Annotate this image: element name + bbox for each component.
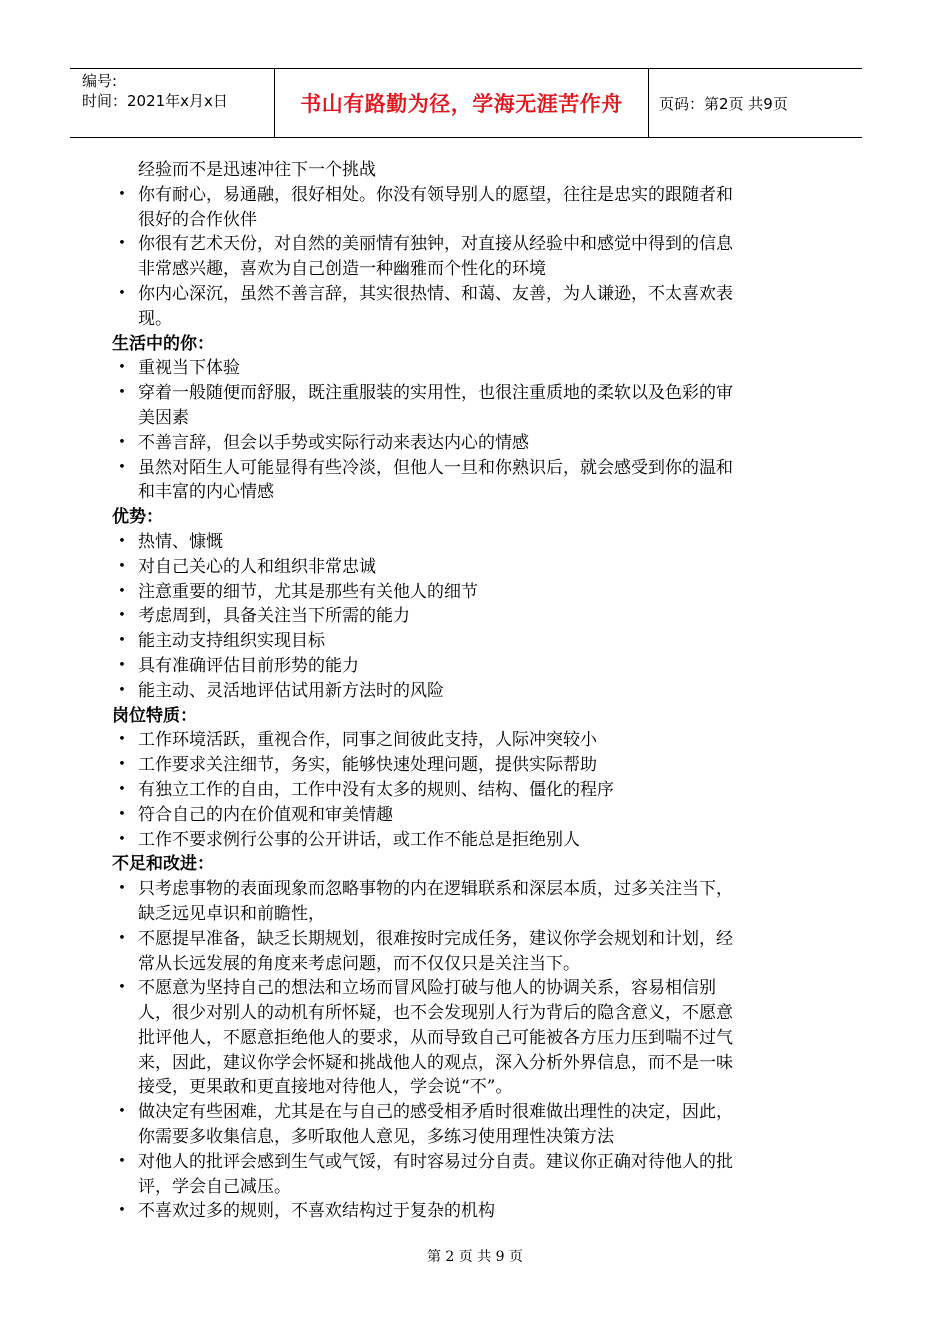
- bullet-item: [112, 232, 812, 257]
- bullet-icon: •: [118, 434, 126, 450]
- bullet-icon: •: [118, 583, 126, 599]
- bullet-text: 注意重要的细节，尤其是那些有关他人的细节: [138, 581, 478, 602]
- bullet-item: [112, 580, 812, 605]
- bullet-text: 工作要求关注细节，务实，能够快速处理问题，提供实际帮助: [138, 755, 597, 776]
- bullet-text: 对他人的批评会感到生气或气馁，有时容易过分自责。建议你正确对待他人的批: [138, 1151, 733, 1172]
- bullet-icon: •: [118, 285, 126, 301]
- bullet-icon: •: [118, 360, 126, 376]
- document-number-label: 编号:: [82, 72, 118, 90]
- bullet-icon: •: [118, 881, 126, 897]
- bullet-icon: •: [118, 980, 126, 996]
- bullet-item: [112, 753, 812, 778]
- section-heading: 生活中的你：: [112, 333, 214, 354]
- bullet-icon: •: [118, 732, 126, 748]
- section-heading: 岗位特质：: [112, 705, 197, 726]
- bullet-icon: •: [118, 236, 126, 252]
- bullet-item: [112, 976, 812, 1001]
- bullet-item: [112, 1199, 812, 1224]
- bullet-icon: •: [118, 186, 126, 202]
- bullet-continuation: 评，学会自己减压。: [138, 1176, 291, 1197]
- bullet-item: [112, 877, 812, 902]
- bullet-continuation: 来，因此，建议你学会怀疑和挑战他人的观点，深入分析外界信息，而不是一味: [138, 1052, 733, 1073]
- bullet-item: [112, 629, 812, 654]
- bullet-text: 不愿提早准备，缺乏长期规划，很难按时完成任务，建议你学会规划和计划，经: [138, 928, 733, 949]
- bullet-icon: •: [118, 1153, 126, 1169]
- bullet-text: 具有准确评估目前形势的能力: [138, 655, 359, 676]
- page-footer: 第 2 页 共 9 页: [426, 1249, 524, 1265]
- bullet-item: [112, 356, 812, 381]
- bullet-item: [112, 456, 812, 481]
- bullet-item: [112, 604, 812, 629]
- bullet-continuation: 和丰富的内心情感: [138, 482, 274, 503]
- bullet-icon: •: [118, 1203, 126, 1219]
- bullet-text: 不愿意为坚持自己的想法和立场而冒风险打破与他人的协调关系，容易相信别: [138, 978, 716, 999]
- bullet-text: 热情、慷慨: [138, 531, 223, 552]
- bullet-icon: •: [118, 1104, 126, 1120]
- bullet-text: 能主动、灵活地评估试用新方法时的风险: [138, 680, 444, 701]
- bullet-text: 穿着一般随便而舒服，既注重服装的实用性，也很注重质地的柔软以及色彩的审: [138, 383, 733, 404]
- bullet-icon: •: [118, 633, 126, 649]
- bullet-continuation: 你需要多收集信息，多听取他人意见，多练习使用理性决策方法: [138, 1127, 614, 1148]
- bullet-item: [112, 381, 812, 406]
- section-heading: 不足和改进：: [112, 854, 214, 875]
- bullet-text: 工作环境活跃，重视合作，同事之间彼此支持，人际冲突较小: [138, 730, 597, 751]
- bullet-text: 做决定有些困难，尤其是在与自己的感受相矛盾时很难做出理性的决定，因此，: [138, 1102, 733, 1123]
- bullet-continuation: 现。: [138, 308, 172, 329]
- bullet-text: 虽然对陌生人可能显得有些冷淡，但他人一旦和你熟识后，就会感受到你的温和: [138, 457, 733, 478]
- bullet-item: [112, 654, 812, 679]
- section-heading: 优势：: [112, 507, 163, 528]
- bullet-continuation: 接受，更果敢和更直接地对待他人，学会说“不”。: [138, 1077, 513, 1098]
- bullet-item: [112, 728, 812, 753]
- bullet-icon: •: [118, 608, 126, 624]
- bullet-text: 你内心深沉，虽然不善言辞，其实很热情、和蔼、友善，为人谦逊，不太喜欢表: [138, 283, 733, 304]
- bullet-item: [112, 828, 812, 853]
- bullet-icon: •: [118, 657, 126, 673]
- bullet-item: [112, 183, 812, 208]
- bullet-icon: •: [118, 682, 126, 698]
- bullet-item: [112, 778, 812, 803]
- bullet-item: [112, 555, 812, 580]
- page-header: [70, 68, 862, 138]
- bullet-continuation: 常从长远发展的角度来考虑问题，而不仅仅只是关注当下。: [138, 953, 580, 974]
- bullet-icon: •: [118, 459, 126, 475]
- intro-continuation: 经验而不是迅速冲往下一个挑战: [138, 160, 376, 180]
- bullet-continuation: 人，很少对别人的动机有所怀疑，也不会发现别人行为背后的隐含意义，不愿意: [138, 1003, 733, 1024]
- bullet-continuation: 很好的合作伙伴: [138, 209, 257, 230]
- bullet-icon: •: [118, 385, 126, 401]
- bullet-text: 符合自己的内在价值观和审美情趣: [138, 804, 393, 825]
- bullet-item: [112, 927, 812, 952]
- bullet-icon: •: [118, 781, 126, 797]
- bullet-icon: •: [118, 930, 126, 946]
- header-page-number: 页码：第2页 共9页: [659, 94, 788, 113]
- bullet-item: [112, 431, 812, 456]
- bullet-text: 能主动支持组织实现目标: [138, 631, 325, 652]
- bullet-text: 考虑周到，具备关注当下所需的能力: [138, 606, 410, 627]
- bullet-item: [112, 679, 812, 704]
- bullet-item: [112, 1150, 812, 1175]
- document-body: [112, 158, 812, 1224]
- bullet-continuation: 缺乏远见卓识和前瞻性，: [138, 903, 325, 924]
- bullet-item: [112, 1100, 812, 1125]
- bullet-item: [112, 803, 812, 828]
- bullet-text: 不善言辞，但会以手势或实际行动来表达内心的情感: [138, 432, 529, 453]
- bullet-icon: •: [118, 757, 126, 773]
- bullet-text: 重视当下体验: [138, 358, 240, 379]
- bullet-text: 不喜欢过多的规则，不喜欢结构过于复杂的机构: [138, 1201, 495, 1222]
- bullet-continuation: 美因素: [138, 407, 189, 428]
- bullet-text: 只考虑事物的表面现象而忽略事物的内在逻辑联系和深层本质，过多关注当下，: [138, 879, 733, 900]
- bullet-text: 工作不要求例行公事的公开讲话，或工作不能总是拒绝别人: [138, 829, 580, 850]
- header-motto: 书山有路勤为径，学海无涯苦作舟: [275, 69, 649, 137]
- bullet-text: 你很有艺术天份，对自然的美丽情有独钟，对直接从经验中和感觉中得到的信息: [138, 234, 733, 255]
- bullet-icon: •: [118, 831, 126, 847]
- bullet-text: 有独立工作的自由，工作中没有太多的规则、结构、僵化的程序: [138, 779, 614, 800]
- bullet-icon: •: [118, 533, 126, 549]
- bullet-text: 对自己关心的人和组织非常忠诚: [138, 556, 376, 577]
- header-meta: [70, 69, 275, 137]
- bullet-continuation: 非常感兴趣，喜欢为自己创造一种幽雅而个性化的环境: [138, 259, 546, 280]
- bullet-text: 你有耐心，易通融，很好相处。你没有领导别人的愿望，往往是忠实的跟随者和: [138, 184, 733, 205]
- bullet-continuation: 批评他人，不愿意拒绝他人的要求，从而导致自己可能被各方压力压到喘不过气: [138, 1027, 733, 1048]
- bullet-item: [112, 530, 812, 555]
- bullet-icon: •: [118, 558, 126, 574]
- bullet-item: [112, 282, 812, 307]
- document-date-label: 时间：2021年x月x日: [82, 92, 228, 110]
- bullet-icon: •: [118, 806, 126, 822]
